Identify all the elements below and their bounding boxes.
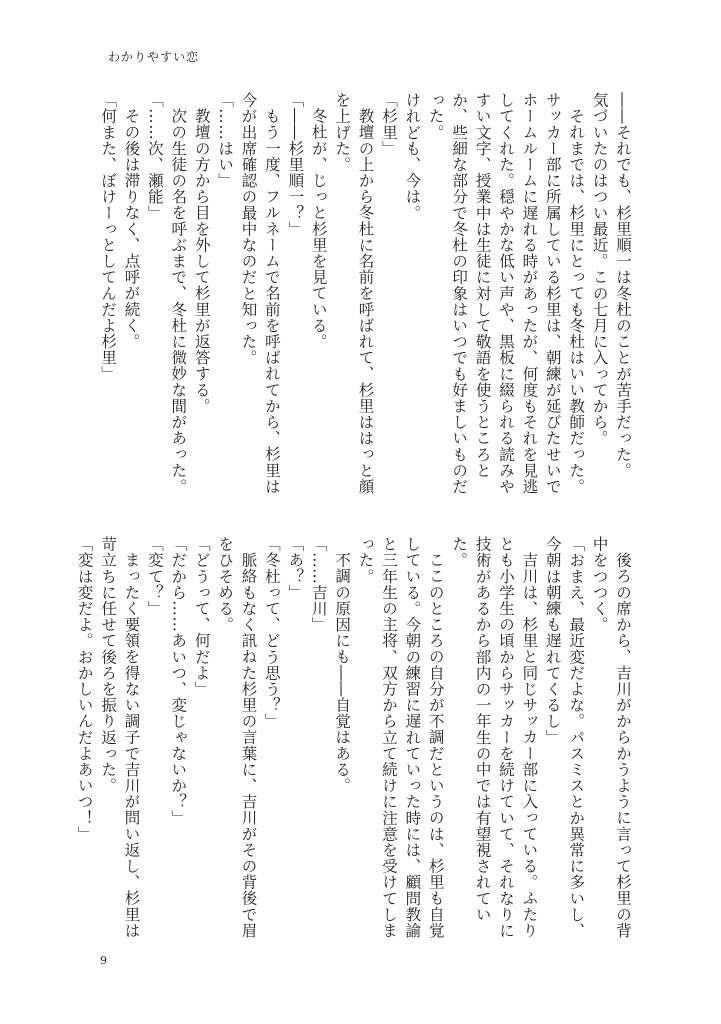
paragraph: 「おまえ、最近変だよな。パスミスとか異常に多いし、今朝は朝練も遅れてくるし」 xyxy=(543,536,586,939)
paragraph: 「変て？」 xyxy=(145,536,164,617)
paragraph: 気づいたのはつい最近。この七月に入ってから。 xyxy=(590,92,609,447)
paragraph: 後ろの席から、吉川がからかうように言って杉里の背中をつつく。 xyxy=(590,536,632,938)
paragraph: 「何また、ぼけーっとしてんだよ杉里」 xyxy=(99,92,118,382)
paragraph: 教壇の上から冬杜に名前を呼ばれて、杉里ははっと顔を上げた。 xyxy=(333,92,375,494)
text-block-lower xyxy=(75,536,634,946)
paragraph: 次の生徒の名を呼ぶまで、冬杜に微妙な間があった。 xyxy=(169,107,188,494)
paragraph: 「……はい」 xyxy=(216,92,235,189)
paragraph: 「……次、瀬能」 xyxy=(145,92,164,221)
paragraph: 「あ？」 xyxy=(286,536,305,601)
paragraph: 「冬杜って、どう思う？」 xyxy=(262,536,281,730)
paragraph: 「――杉里順一？」 xyxy=(286,92,305,237)
paragraph: 脈絡もなく訊ねた杉里の言葉に、吉川がその背後で眉をひそめる。 xyxy=(216,536,258,938)
paragraph: 冬杜が、じっと杉里を見ている。 xyxy=(309,107,328,349)
paragraph: 「変は変だよ。おかしいんだよあいつ！」 xyxy=(75,536,94,842)
paragraph: ――それでも、杉里順一は冬杜のことが苦手だった。 xyxy=(614,92,632,479)
paragraph: 「杉里」 xyxy=(379,92,398,157)
paragraph: 「だから……あいつ、変じゃないか？」 xyxy=(169,536,188,826)
paragraph: 吉川は、杉里と同じサッカー部に入っている。ふたりとも小学生の頃からサッカーを続けていて、それなりに技術があるから部内の一年生の中では有望視されていた。 xyxy=(450,536,539,939)
paragraph: もう一度、フルネームで名前を呼ばれてから、杉里は今が出席確認の最中なのだと知った。 xyxy=(239,92,281,494)
paragraph: けれども、今は。 xyxy=(403,92,422,221)
paragraph: それまでは、杉里にとっても冬杜はいい教師だった。サッカー部に所属している杉里は、朝練が延びたせいでホームルームに遅れる時があったが、何度もそれを見逃してくれた。穏やかな低い声や、黒板に綴られる読みやすい文字、授業中は生徒に対して敬語を使うところとか、些細な部分で冬杜の印象はいつでも好ましいものだった。 xyxy=(426,92,586,495)
paragraph: ここのところの自分が不調だというのは、杉里も自覚している。今朝の練習に遅れていった時には、顧問教諭と三年生の主将、双方から立て続けに注意を受けてしまった。 xyxy=(356,536,445,939)
page-number: 9 xyxy=(100,954,107,967)
paragraph: その後は滞りなく、点呼が続く。 xyxy=(122,107,141,349)
paragraph: まったく要領を得ない調子で吉川が問い返し、杉里は苛立ちに任せて後ろを振り返った。 xyxy=(99,536,141,938)
paragraph: 不調の原因にも――自覚はある。 xyxy=(333,551,352,793)
running-head: わかりやすい恋 xyxy=(108,50,200,64)
paragraph: 教壇の方から目を外して杉里が返答する。 xyxy=(192,107,211,414)
paragraph: 「どうって、何だよ」 xyxy=(192,536,211,697)
paragraph: 「……吉川」 xyxy=(309,536,328,633)
text-block-upper xyxy=(99,92,634,502)
